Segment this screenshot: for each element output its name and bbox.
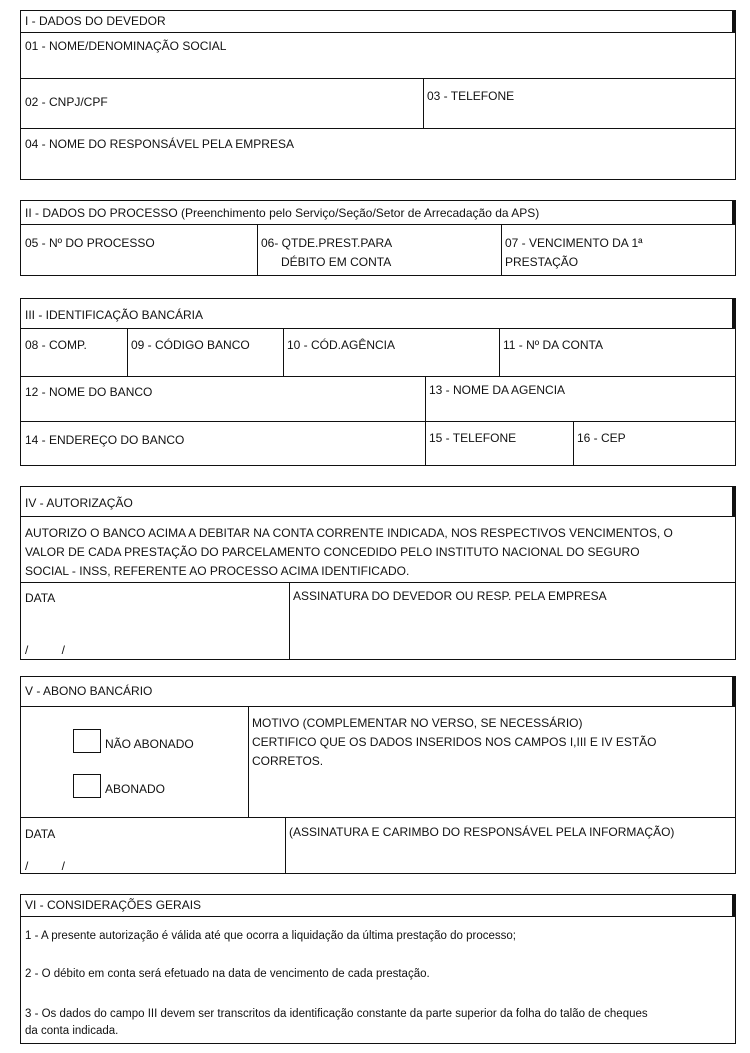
date-separators: / / <box>25 859 66 873</box>
nao-abonado-label: NÃO ABONADO <box>105 737 194 751</box>
consideration-item-3-line-2: da conta indicada. <box>25 1025 119 1037</box>
section-autorizacao <box>20 486 736 660</box>
section-dados-devedor <box>20 10 736 180</box>
section-abono-bancario <box>20 676 736 874</box>
field-conta-label: 11 - Nº DA CONTA <box>503 338 603 352</box>
section-dados-processo <box>20 200 736 276</box>
field-cod-agencia-label: 10 - CÓD.AGÊNCIA <box>287 338 396 352</box>
consideration-item-2: 2 - O débito em conta será efetuado na data de vencimento de cada prestação. <box>25 968 430 980</box>
authorization-text-line-2: VALOR DE CADA PRESTAÇÃO DO PARCELAMENTO CONCEDIDO PELO INSTITUTO NACIONAL DO SEGURO <box>25 545 640 559</box>
field-cep-label: 16 - CEP <box>577 431 626 445</box>
data-label: DATA <box>25 591 56 605</box>
field-telefone-banco-label: 15 - TELEFONE <box>429 431 517 445</box>
field-responsavel-label: 04 - NOME DO RESPONSÁVEL PELA EMPRESA <box>25 137 294 151</box>
authorization-text-line-1: AUTORIZO O BANCO ACIMA A DEBITAR NA CONTA CORRENTE INDICADA, NOS RESPECTIVOS VENCIMENTOS, O <box>25 526 673 540</box>
signature-devedor-label: ASSINATURA DO DEVEDOR OU RESP. PELA EMPRESA <box>293 589 607 603</box>
field-cnpj-label: 02 - CNPJ/CPF <box>25 95 108 109</box>
field-endereco-banco-label: 14 - ENDEREÇO DO BANCO <box>25 433 185 447</box>
field-codigo-banco-label: 09 - CÓDIGO BANCO <box>131 338 250 352</box>
field-comp-label: 08 - COMP. <box>25 338 87 352</box>
field-qtde-label-1: 06- QTDE.PREST.PARA <box>261 236 393 250</box>
abonado-label: ABONADO <box>105 782 166 796</box>
data-label: DATA <box>25 827 56 841</box>
field-processo-label: 05 - Nº DO PROCESSO <box>25 236 155 250</box>
consideration-item-1: 1 - A presente autorização é válida até que ocorra a liquidação da última prestação do processo; <box>25 930 516 942</box>
field-qtde-label-2: DÉBITO EM CONTA <box>281 255 392 269</box>
section-header: IV - AUTORIZAÇÃO <box>21 487 735 517</box>
section-header: III - IDENTIFICAÇÃO BANCÁRIA <box>21 299 735 329</box>
authorization-text-line-3: SOCIAL - INSS, REFERENTE AO PROCESSO ACIMA IDENTIFICADO. <box>25 564 410 578</box>
certifico-line-1: CERTIFICO QUE OS DADOS INSERIDOS NOS CAMPOS I,III E IV ESTÃO <box>252 735 657 749</box>
field-nome-banco-label: 12 - NOME DO BANCO <box>25 385 153 399</box>
date-separators: / / <box>25 643 66 657</box>
field-nome-agencia-label: 13 - NOME DA AGENCIA <box>429 383 566 397</box>
section-header: II - DADOS DO PROCESSO (Preenchimento pelo Serviço/Seção/Setor de Arrecadação da APS) <box>21 201 735 225</box>
consideration-item-3-line-1: 3 - Os dados do campo III devem ser transcritos da identificação constante da parte superior da folha do talão de cheques <box>25 1008 648 1020</box>
field-vencimento-label-1: 07 - VENCIMENTO DA 1ª <box>505 236 643 250</box>
certifico-line-2: CORRETOS. <box>252 754 324 768</box>
section-identificacao-bancaria <box>20 298 736 466</box>
field-vencimento-label-2: PRESTAÇÃO <box>505 255 579 269</box>
section-header: I - DADOS DO DEVEDOR <box>21 11 735 33</box>
section-header: VI - CONSIDERAÇÕES GERAIS <box>21 895 735 917</box>
motivo-label: MOTIVO (COMPLEMENTAR NO VERSO, SE NECESSÁRIO) <box>252 716 583 730</box>
abonado-checkbox[interactable] <box>73 774 101 798</box>
signature-responsavel-label: (ASSINATURA E CARIMBO DO RESPONSÁVEL PELA INFORMAÇÃO) <box>289 825 675 839</box>
field-telefone-label: 03 - TELEFONE <box>427 89 515 103</box>
field-nome-label: 01 - NOME/DENOMINAÇÃO SOCIAL <box>25 39 227 53</box>
nao-abonado-checkbox[interactable] <box>73 729 101 753</box>
section-consideracoes-gerais <box>20 894 736 1044</box>
section-header: V - ABONO BANCÁRIO <box>21 677 735 707</box>
